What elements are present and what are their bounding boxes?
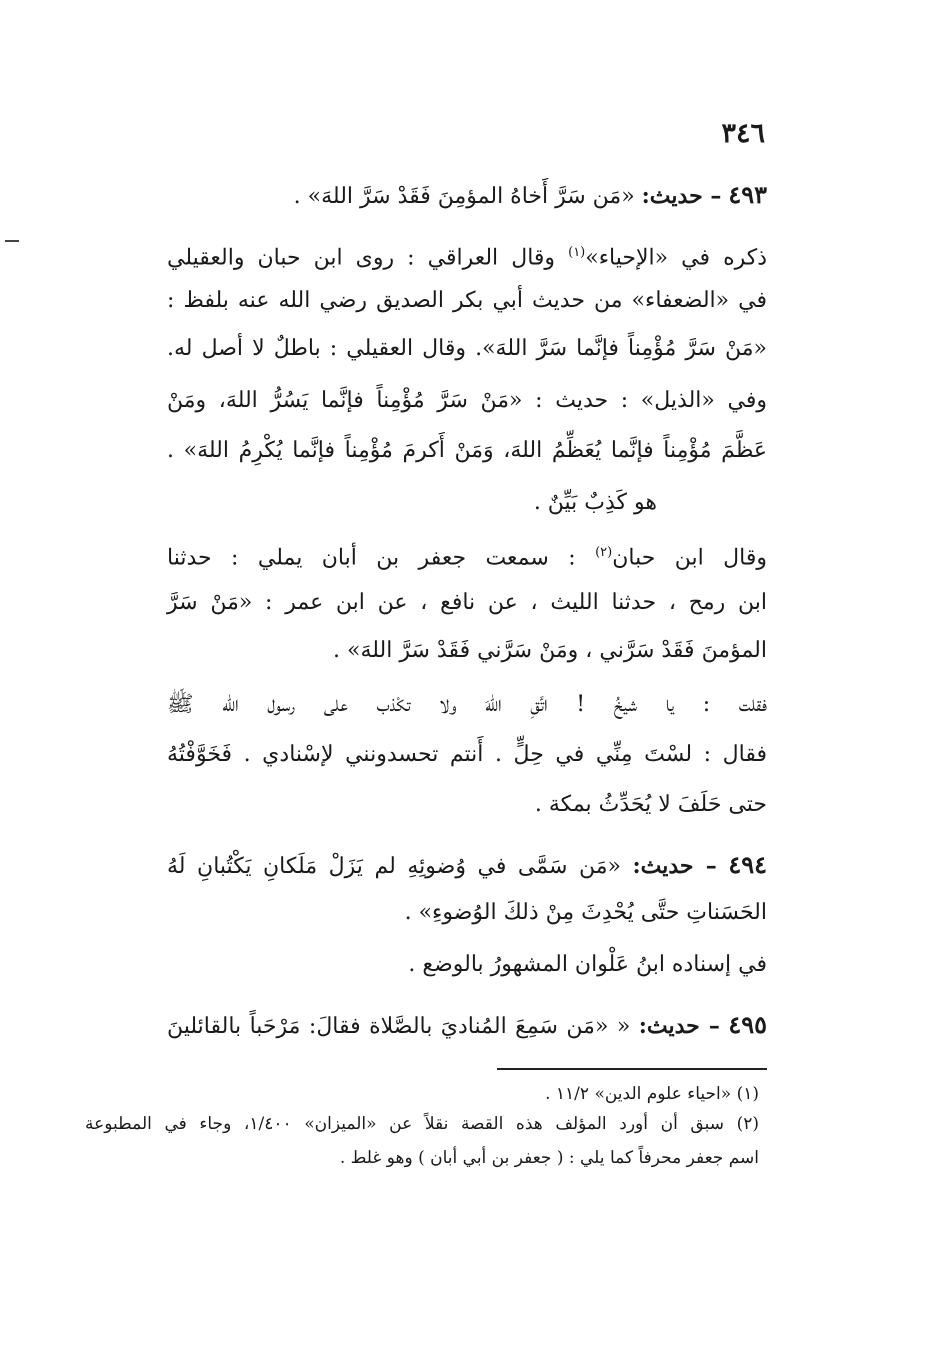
text-segment: وقال ابن حبان: [612, 545, 767, 571]
text-line: فقال : لسْتَ مِنِّي في حِلٍّ . أَنتم تحسدونني لإسْنادي . فَخَوَّفْتُهُ: [167, 742, 767, 767]
text-line: الحَسَناتِ حتَّى يُحْدِثَ مِنْ ذلكَ الوُضوءِ» .: [404, 900, 767, 925]
footnote-ref: (١): [568, 245, 586, 260]
entry-493-heading: [167, 180, 767, 212]
footnote-ref: (٢): [595, 545, 613, 560]
text-line: حتى حَلَفَ لا يُحَدِّثُ بمكة .: [534, 792, 767, 817]
entry-495-heading: [167, 1010, 767, 1042]
text-segment: وقال العراقي : روى ابن حبان والعقيلي: [167, 245, 556, 271]
text-line: هو كَذِبٌ بَيِّنٌ .: [533, 490, 657, 515]
text-line: في إسناده ابنُ عَلْوان المشهورُ بالوضع .: [408, 952, 767, 977]
text-line: [167, 238, 767, 273]
hadith-text: «مَن سَرَّ أَخاهُ المؤمِنَ فَقَدْ سَرَّ اللهَ» .: [293, 184, 635, 209]
entry-label: – حديث:: [632, 853, 717, 879]
text-segment: : سمعت جعفر بن أبان يملي : حدثنا: [167, 545, 576, 571]
footnote-2-continued: اسم جعفر محرفاً كما يلي : ( جعفر بن أبي أبان ) وهو غلط .: [339, 1148, 759, 1168]
hadith-text: «مَن سَمَّى في وُضوئِهِ لم يَزَلْ مَلَكانِ يَكْتُبانِ لَهُ: [167, 854, 621, 879]
text-line: وفي «الذيل» : حديث : «مَنْ سَرَّ مُؤْمِناً فإنَّما يَسُرُّ اللهَ، ومَنْ: [167, 388, 767, 413]
entry-number: ٤٩٥: [728, 1010, 768, 1039]
text-line: «مَنْ سَرَّ مُؤْمِناً فإنَّما سَرَّ اللهَ». وقال العقيلي : باطلٌ لا أصل له.: [167, 336, 767, 361]
footnote-1: (١) «احياء علوم الدين» ١١/٢ .: [545, 1084, 759, 1104]
footnote-2: (٢) سبق أن أورد المؤلف هذه القصة نقلاً عن «الميزان» ١/٤٠٠، وجاء في المطبوعة: [85, 1114, 759, 1134]
margin-mark: [5, 240, 19, 242]
text-segment: ذكره في «الإحياء»: [585, 245, 767, 271]
text-line: عَظَّمَ مُؤْمِناً فإنَّما يُعَظِّمُ اللهَ، وَمَنْ أَكرمَ مُؤْمِناً فإنَّما يُكْرِمُ اللهَ» .: [167, 438, 767, 463]
text-line: المؤمنَ فَقَدْ سَرَّني ، ومَنْ سَرَّني فَقَدْ سَرَّ اللهَ» .: [333, 638, 767, 663]
page-number: ٣٤٦: [721, 118, 765, 149]
text-line: ابن رمح ، حدثنا الليث ، عن نافع ، عن ابن عمر : «مَنْ سَرَّ: [167, 590, 767, 615]
entry-label: – حديث:: [641, 183, 722, 209]
entry-494-heading: [167, 850, 767, 882]
entry-label: – حديث:: [638, 1013, 720, 1039]
text-line: في «الضعفاء» من حديث أبي بكر الصديق رضي الله عنه بلفظ :: [167, 288, 767, 313]
text-line: [167, 538, 767, 573]
text-line: فقلت : يا شيخُ ! اتَّقِ اللهَ ولا تكْذب على رسول الله ﷺ: [167, 692, 767, 717]
footnote-divider: [497, 1068, 767, 1070]
entry-number: ٤٩٣: [728, 180, 767, 209]
entry-number: ٤٩٤: [728, 850, 767, 879]
hadith-text: « «مَن سَمِعَ المُناديَ بالصَّلاة فقالَ: مَرْحَباً بالقائلينَ: [167, 1014, 631, 1039]
